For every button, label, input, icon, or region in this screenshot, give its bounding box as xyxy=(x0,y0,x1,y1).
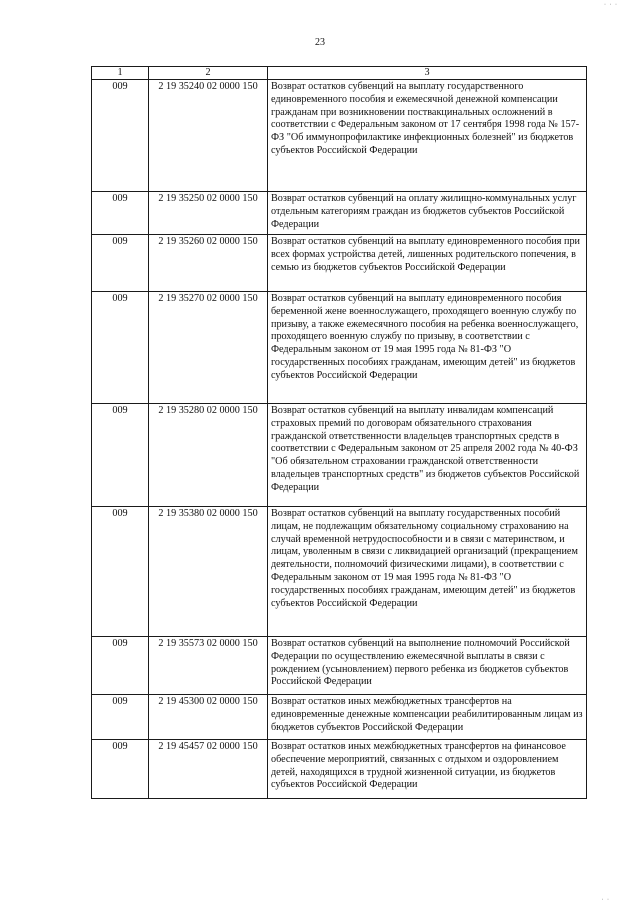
admin-code-cell: 009 xyxy=(92,637,149,695)
revenue-name-cell: Возврат остатков субвенций на выплату государственных пособий лицам, не подлежащим обязательному социальному страхованию на случай временной нетрудоспособности и в связи с материнством, и лицам, уволенным в связи с ликвидацией организаций (прекращением деятельности, полномочий физическими лицами), в соответствии с Федеральным законом от 19 мая 1995 года № 81-ФЗ "О государственных пособиях гражданам, имеющим детей" из бюджетов субъектов Российской Федерации xyxy=(268,507,587,637)
table-row xyxy=(92,192,587,235)
table-row xyxy=(92,507,587,637)
admin-code-cell: 009 xyxy=(92,80,149,192)
budget-code-cell: 2 19 35260 02 0000 150 xyxy=(149,235,268,292)
table-row xyxy=(92,292,587,404)
admin-code-cell: 009 xyxy=(92,235,149,292)
table-header-row xyxy=(92,67,587,80)
page-number: 23 xyxy=(315,37,325,48)
budget-classification-table xyxy=(91,66,587,799)
admin-code-cell: 009 xyxy=(92,695,149,740)
revenue-name-cell: Возврат остатков субвенций на выплату инвалидам компенсаций страховых премий по договорам обязательного страхования гражданской ответственности владельцев транспортных средств в соответствии с Федеральным законом от 25 апреля 2002 года № 40-ФЗ "Об обязательном страховании гражданской ответственности владельцев транспортных средств" из бюджетов субъектов Российской Федерации xyxy=(268,404,587,507)
budget-code-cell: 2 19 35270 02 0000 150 xyxy=(149,292,268,404)
budget-code-cell: 2 19 45300 02 0000 150 xyxy=(149,695,268,740)
table-row xyxy=(92,740,587,799)
revenue-name-cell: Возврат остатков субвенций на выплату единовременного пособия при всех формах устройства детей, лишенных родительского попечения, в семью из бюджетов субъектов Российской Федерации xyxy=(268,235,587,292)
table-row xyxy=(92,695,587,740)
table-row xyxy=(92,404,587,507)
budget-code-cell: 2 19 45457 02 0000 150 xyxy=(149,740,268,799)
table-row xyxy=(92,235,587,292)
table-row xyxy=(92,80,587,192)
table-row xyxy=(92,637,587,695)
budget-code-cell: 2 19 35250 02 0000 150 xyxy=(149,192,268,235)
admin-code-cell: 009 xyxy=(92,292,149,404)
admin-code-cell: 009 xyxy=(92,507,149,637)
scan-artifact-bottom: · · xyxy=(601,897,610,903)
revenue-name-cell: Возврат остатков субвенций на выполнение полномочий Российской Федерации по осуществлению ежемесячной выплаты в связи с рождением (усыновлением) первого ребенка из бюджетов субъектов Российской Федерации xyxy=(268,637,587,695)
revenue-name-cell: Возврат остатков иных межбюджетных трансфертов на единовременные денежные компенсации реабилитированным лицам из бюджетов субъектов Российской Федерации xyxy=(268,695,587,740)
admin-code-cell: 009 xyxy=(92,740,149,799)
revenue-name-cell: Возврат остатков иных межбюджетных трансфертов на финансовое обеспечение мероприятий, связанных с отдыхом и оздоровлением детей, находящихся в трудной жизненной ситуации, из бюджетов субъектов Российской Федерации xyxy=(268,740,587,799)
header-col-2: 2 xyxy=(149,67,268,80)
budget-code-cell: 2 19 35280 02 0000 150 xyxy=(149,404,268,507)
revenue-name-cell: Возврат остатков субвенций на оплату жилищно-коммунальных услуг отдельным категориям граждан из бюджетов субъектов Российской Федерации xyxy=(268,192,587,235)
scan-artifact-top: · · · xyxy=(604,2,618,8)
header-col-3: 3 xyxy=(268,67,587,80)
admin-code-cell: 009 xyxy=(92,192,149,235)
budget-code-cell: 2 19 35380 02 0000 150 xyxy=(149,507,268,637)
revenue-name-cell: Возврат остатков субвенций на выплату государственного единовременного пособия и ежемесячной денежной компенсации гражданам при возникновении поствакцинальных осложнений в соответствии с Федеральным законом от 17 сентября 1998 года № 157-ФЗ "Об иммунопрофилактике инфекционных болезней" из бюджетов субъектов Российской Федерации xyxy=(268,80,587,192)
header-col-1: 1 xyxy=(92,67,149,80)
budget-code-cell: 2 19 35573 02 0000 150 xyxy=(149,637,268,695)
budget-code-cell: 2 19 35240 02 0000 150 xyxy=(149,80,268,192)
revenue-name-cell: Возврат остатков субвенций на выплату единовременного пособия беременной жене военнослужащего, проходящего военную службу по призыву, а также ежемесячного пособия на ребенка военнослужащего, проходящего военную службу по призыву, в соответствии с Федеральным законом от 19 мая 1995 года № 81-ФЗ "О государственных пособиях гражданам, имеющим детей" из бюджетов субъектов Российской Федерации xyxy=(268,292,587,404)
admin-code-cell: 009 xyxy=(92,404,149,507)
